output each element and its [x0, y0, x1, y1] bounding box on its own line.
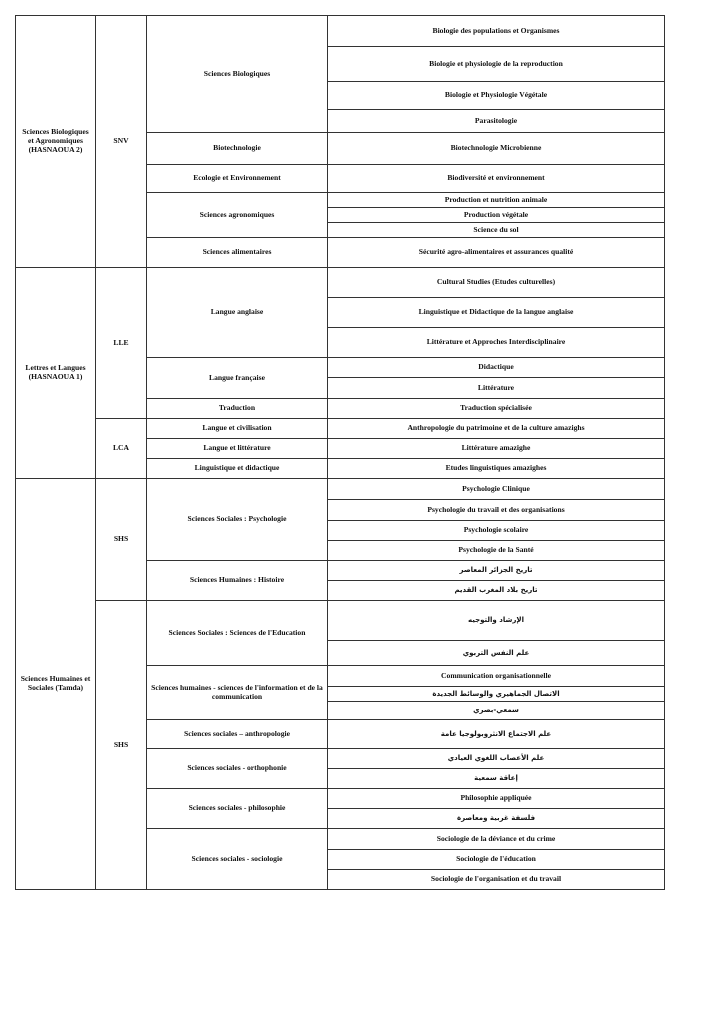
field-cell: Langue et littérature — [147, 439, 328, 459]
specialty-cell: Biologie des populations et Organismes — [328, 16, 665, 47]
specialty-cell: Cultural Studies (Etudes culturelles) — [328, 268, 665, 298]
specialty-cell: Biologie et physiologie de la reproduction — [328, 47, 665, 82]
specialty-cell: Production et nutrition animale — [328, 193, 665, 208]
specialty-cell: Psychologie de la Santé — [328, 541, 665, 561]
field-cell: Sciences Biologiques — [147, 16, 328, 133]
specialty-cell: Anthropologie du patrimoine et de la culture amazighs — [328, 419, 665, 439]
faculty-cell: Lettres et Langues (HASNAOUA 1) — [16, 268, 96, 479]
faculty-cell: Sciences Biologiques et Agronomiques (HASNAOUA 2) — [16, 16, 96, 268]
programs-table-body — [16, 16, 665, 890]
field-cell: Sciences sociales - orthophonie — [147, 749, 328, 789]
specialty-cell: إعاقة سمعية — [328, 769, 665, 789]
specialty-cell: Parasitologie — [328, 110, 665, 133]
field-cell: Sciences humaines - sciences de l'information et de la communication — [147, 666, 328, 720]
field-cell: Sciences alimentaires — [147, 238, 328, 268]
specialty-cell: الإرشاد والتوجيه — [328, 601, 665, 641]
field-cell: Biotechnologie — [147, 133, 328, 165]
specialty-cell: علم النفس التربوي — [328, 641, 665, 666]
field-cell: Sciences sociales – anthropologie — [147, 720, 328, 749]
specialty-cell: Sociologie de la déviance et du crime — [328, 829, 665, 850]
field-cell: Sciences Humaines : Histoire — [147, 561, 328, 601]
table-row — [16, 419, 665, 439]
department-cell: LLE — [96, 268, 147, 419]
table-row — [16, 268, 665, 298]
specialty-cell: Biodiversité et environnement — [328, 165, 665, 193]
specialty-cell: Communication organisationnelle — [328, 666, 665, 687]
field-cell: Langue et civilisation — [147, 419, 328, 439]
specialty-cell: Littérature amazighe — [328, 439, 665, 459]
specialty-cell: Psychologie Clinique — [328, 479, 665, 500]
table-row — [16, 601, 665, 641]
field-cell: Sciences sociales - philosophie — [147, 789, 328, 829]
specialty-cell: Biologie et Physiologie Végétale — [328, 82, 665, 110]
specialty-cell: تاريخ بلاد المغرب القديم — [328, 581, 665, 601]
table-row — [16, 16, 665, 47]
field-cell: Traduction — [147, 399, 328, 419]
specialty-cell: علم الاجتماع الانثروبولوجيا عامة — [328, 720, 665, 749]
programs-table — [15, 15, 665, 890]
department-cell: LCA — [96, 419, 147, 479]
specialty-cell: Sociologie de l'éducation — [328, 850, 665, 870]
field-cell: Sciences Sociales : Psychologie — [147, 479, 328, 561]
specialty-cell: تاريخ الجزائر المعاصر — [328, 561, 665, 581]
table-row — [16, 479, 665, 500]
specialty-cell: Sociologie de l'organisation et du travail — [328, 870, 665, 890]
specialty-cell: Littérature — [328, 378, 665, 399]
specialty-cell: Linguistique et Didactique de la langue anglaise — [328, 298, 665, 328]
field-cell: Sciences Sociales : Sciences de l'Education — [147, 601, 328, 666]
specialty-cell: Littérature et Approches Interdisciplinaire — [328, 328, 665, 358]
faculty-cell: Sciences Humaines et Sociales (Tamda) — [16, 479, 96, 890]
specialty-cell: Didactique — [328, 358, 665, 378]
field-cell: Langue anglaise — [147, 268, 328, 358]
specialty-cell: Etudes linguistiques amazighes — [328, 459, 665, 479]
specialty-cell: علم الأعصاب اللغوي العيادي — [328, 749, 665, 769]
department-cell: SNV — [96, 16, 147, 268]
department-cell: SHS — [96, 601, 147, 890]
field-cell: Langue française — [147, 358, 328, 399]
field-cell: Ecologie et Environnement — [147, 165, 328, 193]
specialty-cell: Psychologie scolaire — [328, 521, 665, 541]
specialty-cell: Traduction spécialisée — [328, 399, 665, 419]
department-cell: SHS — [96, 479, 147, 601]
field-cell: Sciences sociales - sociologie — [147, 829, 328, 890]
specialty-cell: Psychologie du travail et des organisations — [328, 500, 665, 521]
specialty-cell: Science du sol — [328, 223, 665, 238]
specialty-cell: الاتصال الجماهيري والوسائط الجديدة — [328, 687, 665, 702]
specialty-cell: فلسفة غربية ومعاصرة — [328, 809, 665, 829]
specialty-cell: Sécurité agro-alimentaires et assurances qualité — [328, 238, 665, 268]
specialty-cell: Biotechnologie Microbienne — [328, 133, 665, 165]
specialty-cell: سمعي-بصري — [328, 702, 665, 720]
field-cell: Linguistique et didactique — [147, 459, 328, 479]
specialty-cell: Philosophie appliquée — [328, 789, 665, 809]
field-cell: Sciences agronomiques — [147, 193, 328, 238]
specialty-cell: Production végétale — [328, 208, 665, 223]
